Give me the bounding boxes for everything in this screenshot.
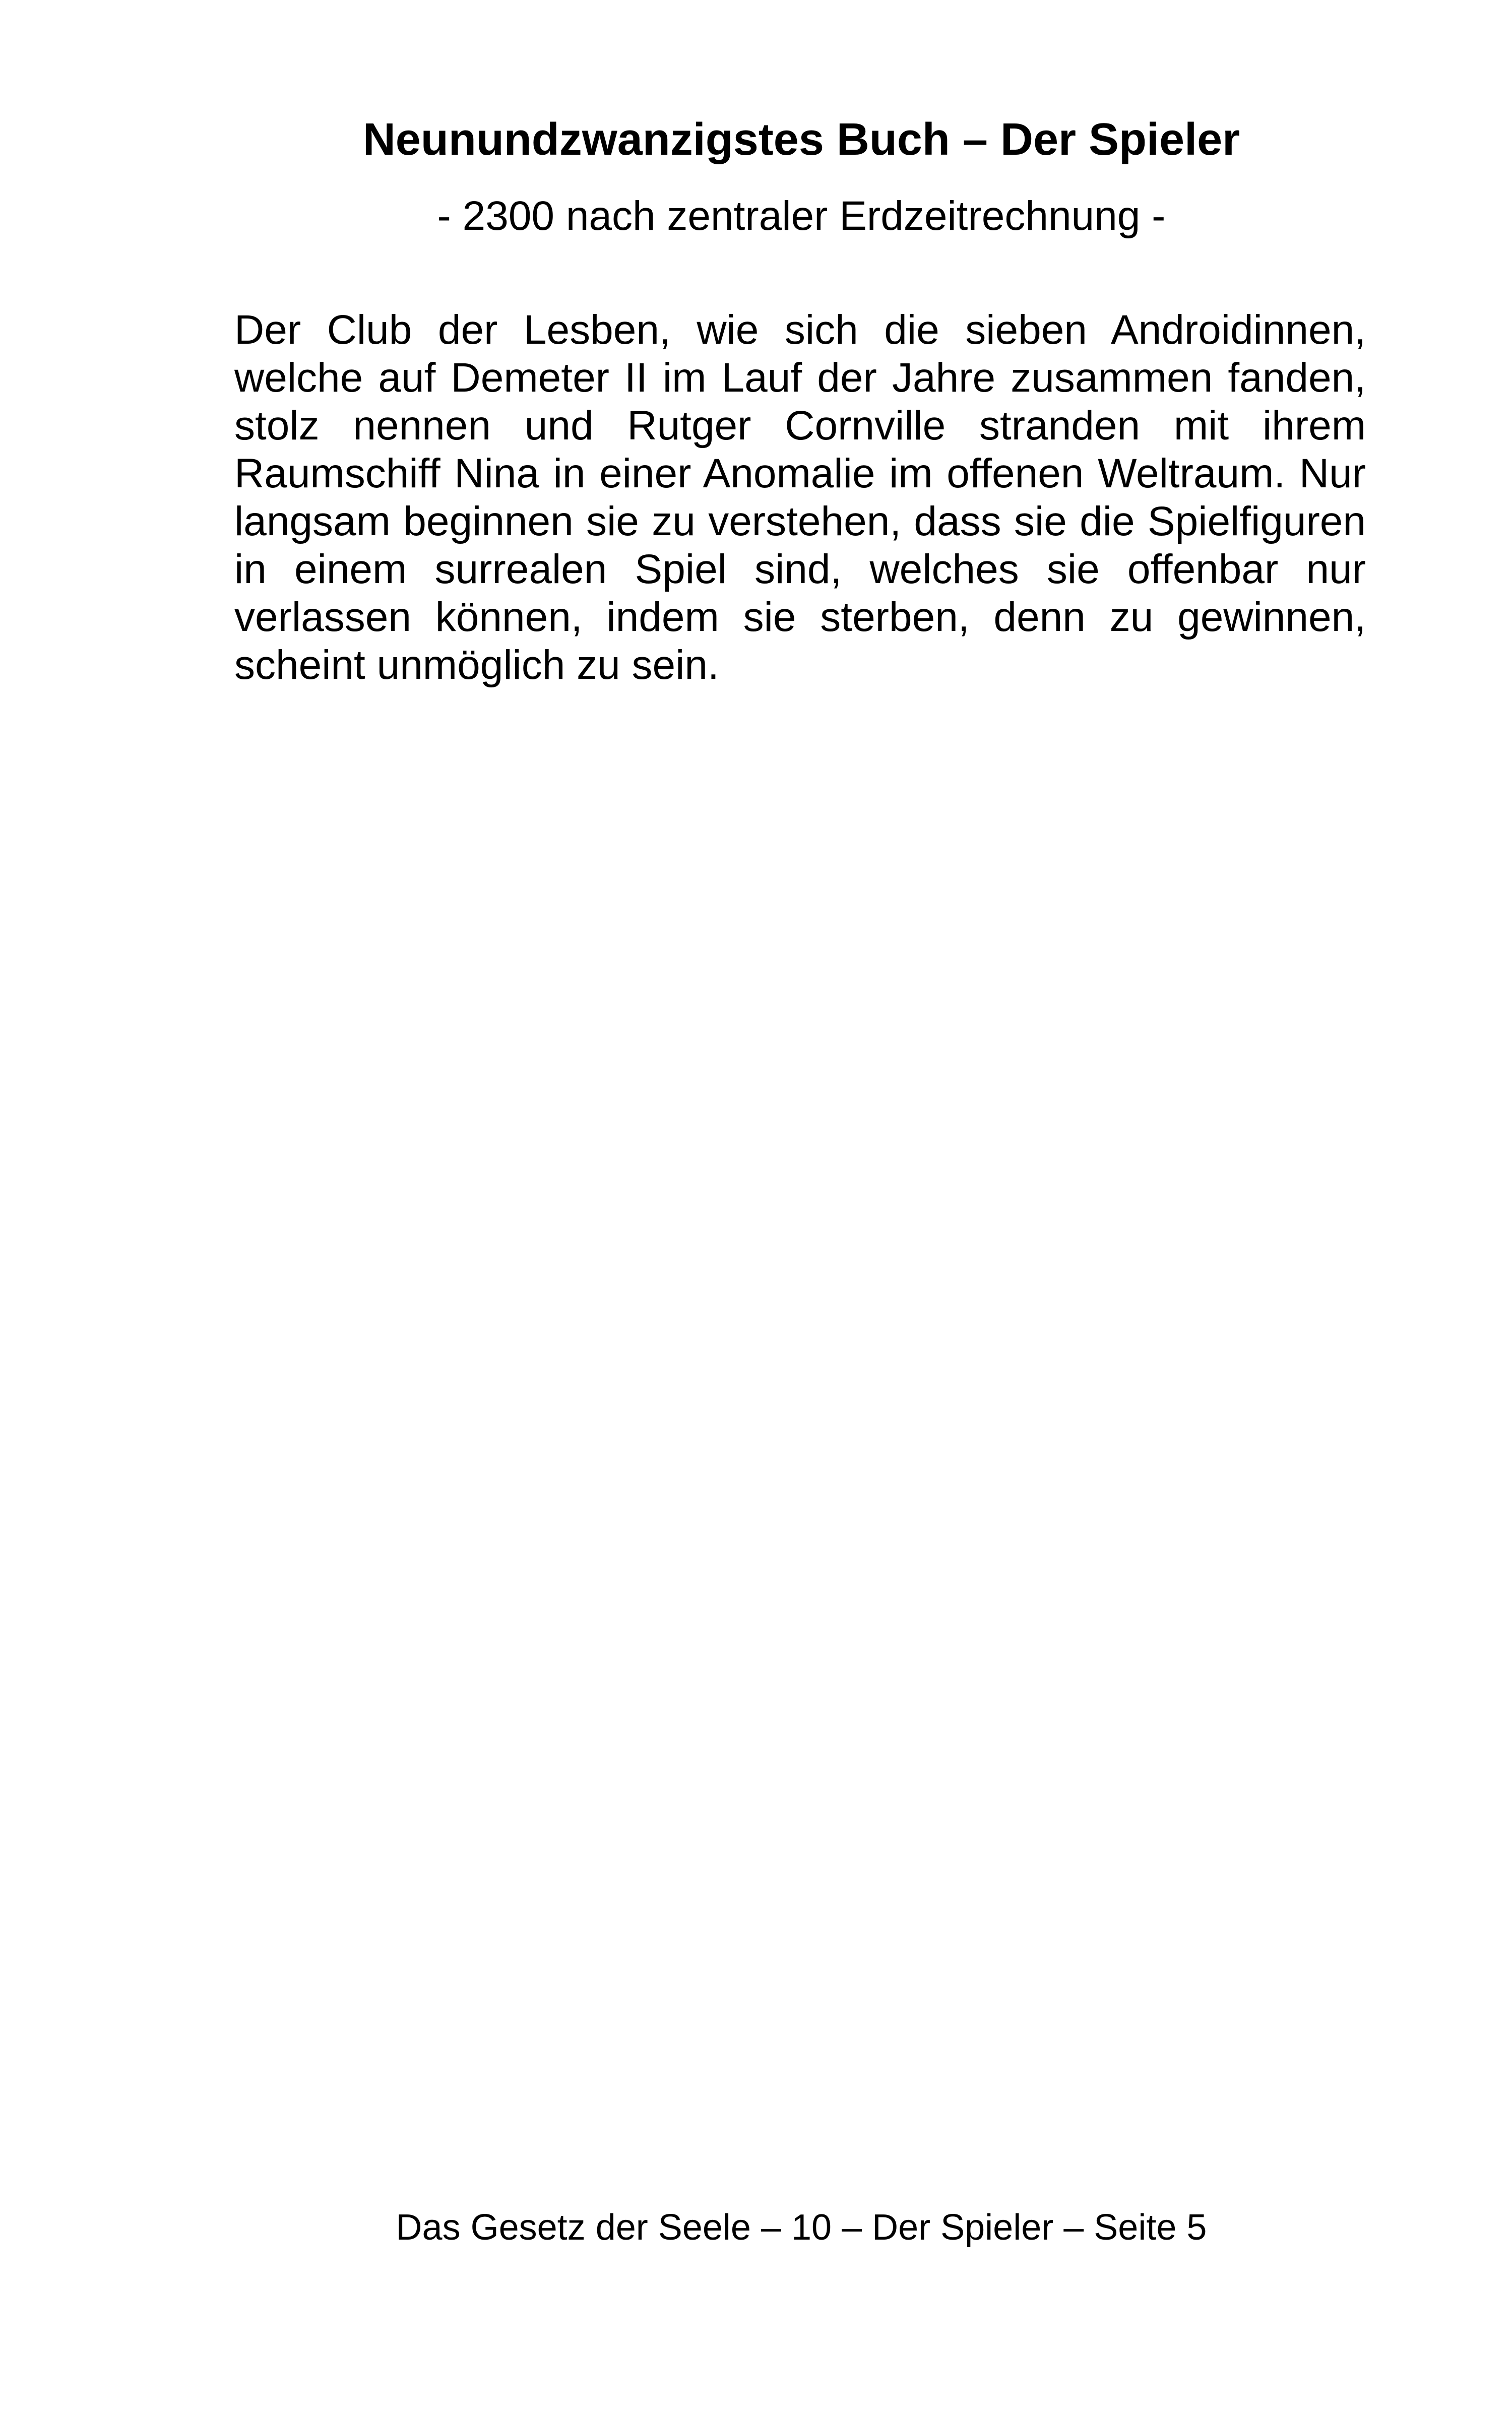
book-subtitle: - 2300 nach zentraler Erdzeitrechnung -	[437, 193, 1166, 239]
book-title: Neunundzwanzigstes Buch – Der Spieler	[362, 114, 1240, 165]
page-footer: Das Gesetz der Seele – 10 – Der Spieler – Seite 5	[396, 2207, 1207, 2248]
summary-paragraph: Der Club der Lesben, wie sich die sieben Androidinnen, welche auf Demeter II im Lauf der Jahre zusammen fanden, stolz nennen und Rutger Cornville stranden mit ihrem Raumschiff Nina in einer Anomalie im offenen Weltraum. Nur langsam beginnen sie zu verstehen, dass sie die Spielfiguren in einem surrealen Spiel sind, welches sie offenbar nur verlassen können, indem sie sterben, denn zu gewinnen, scheint unmöglich zu sein.	[234, 307, 1366, 688]
